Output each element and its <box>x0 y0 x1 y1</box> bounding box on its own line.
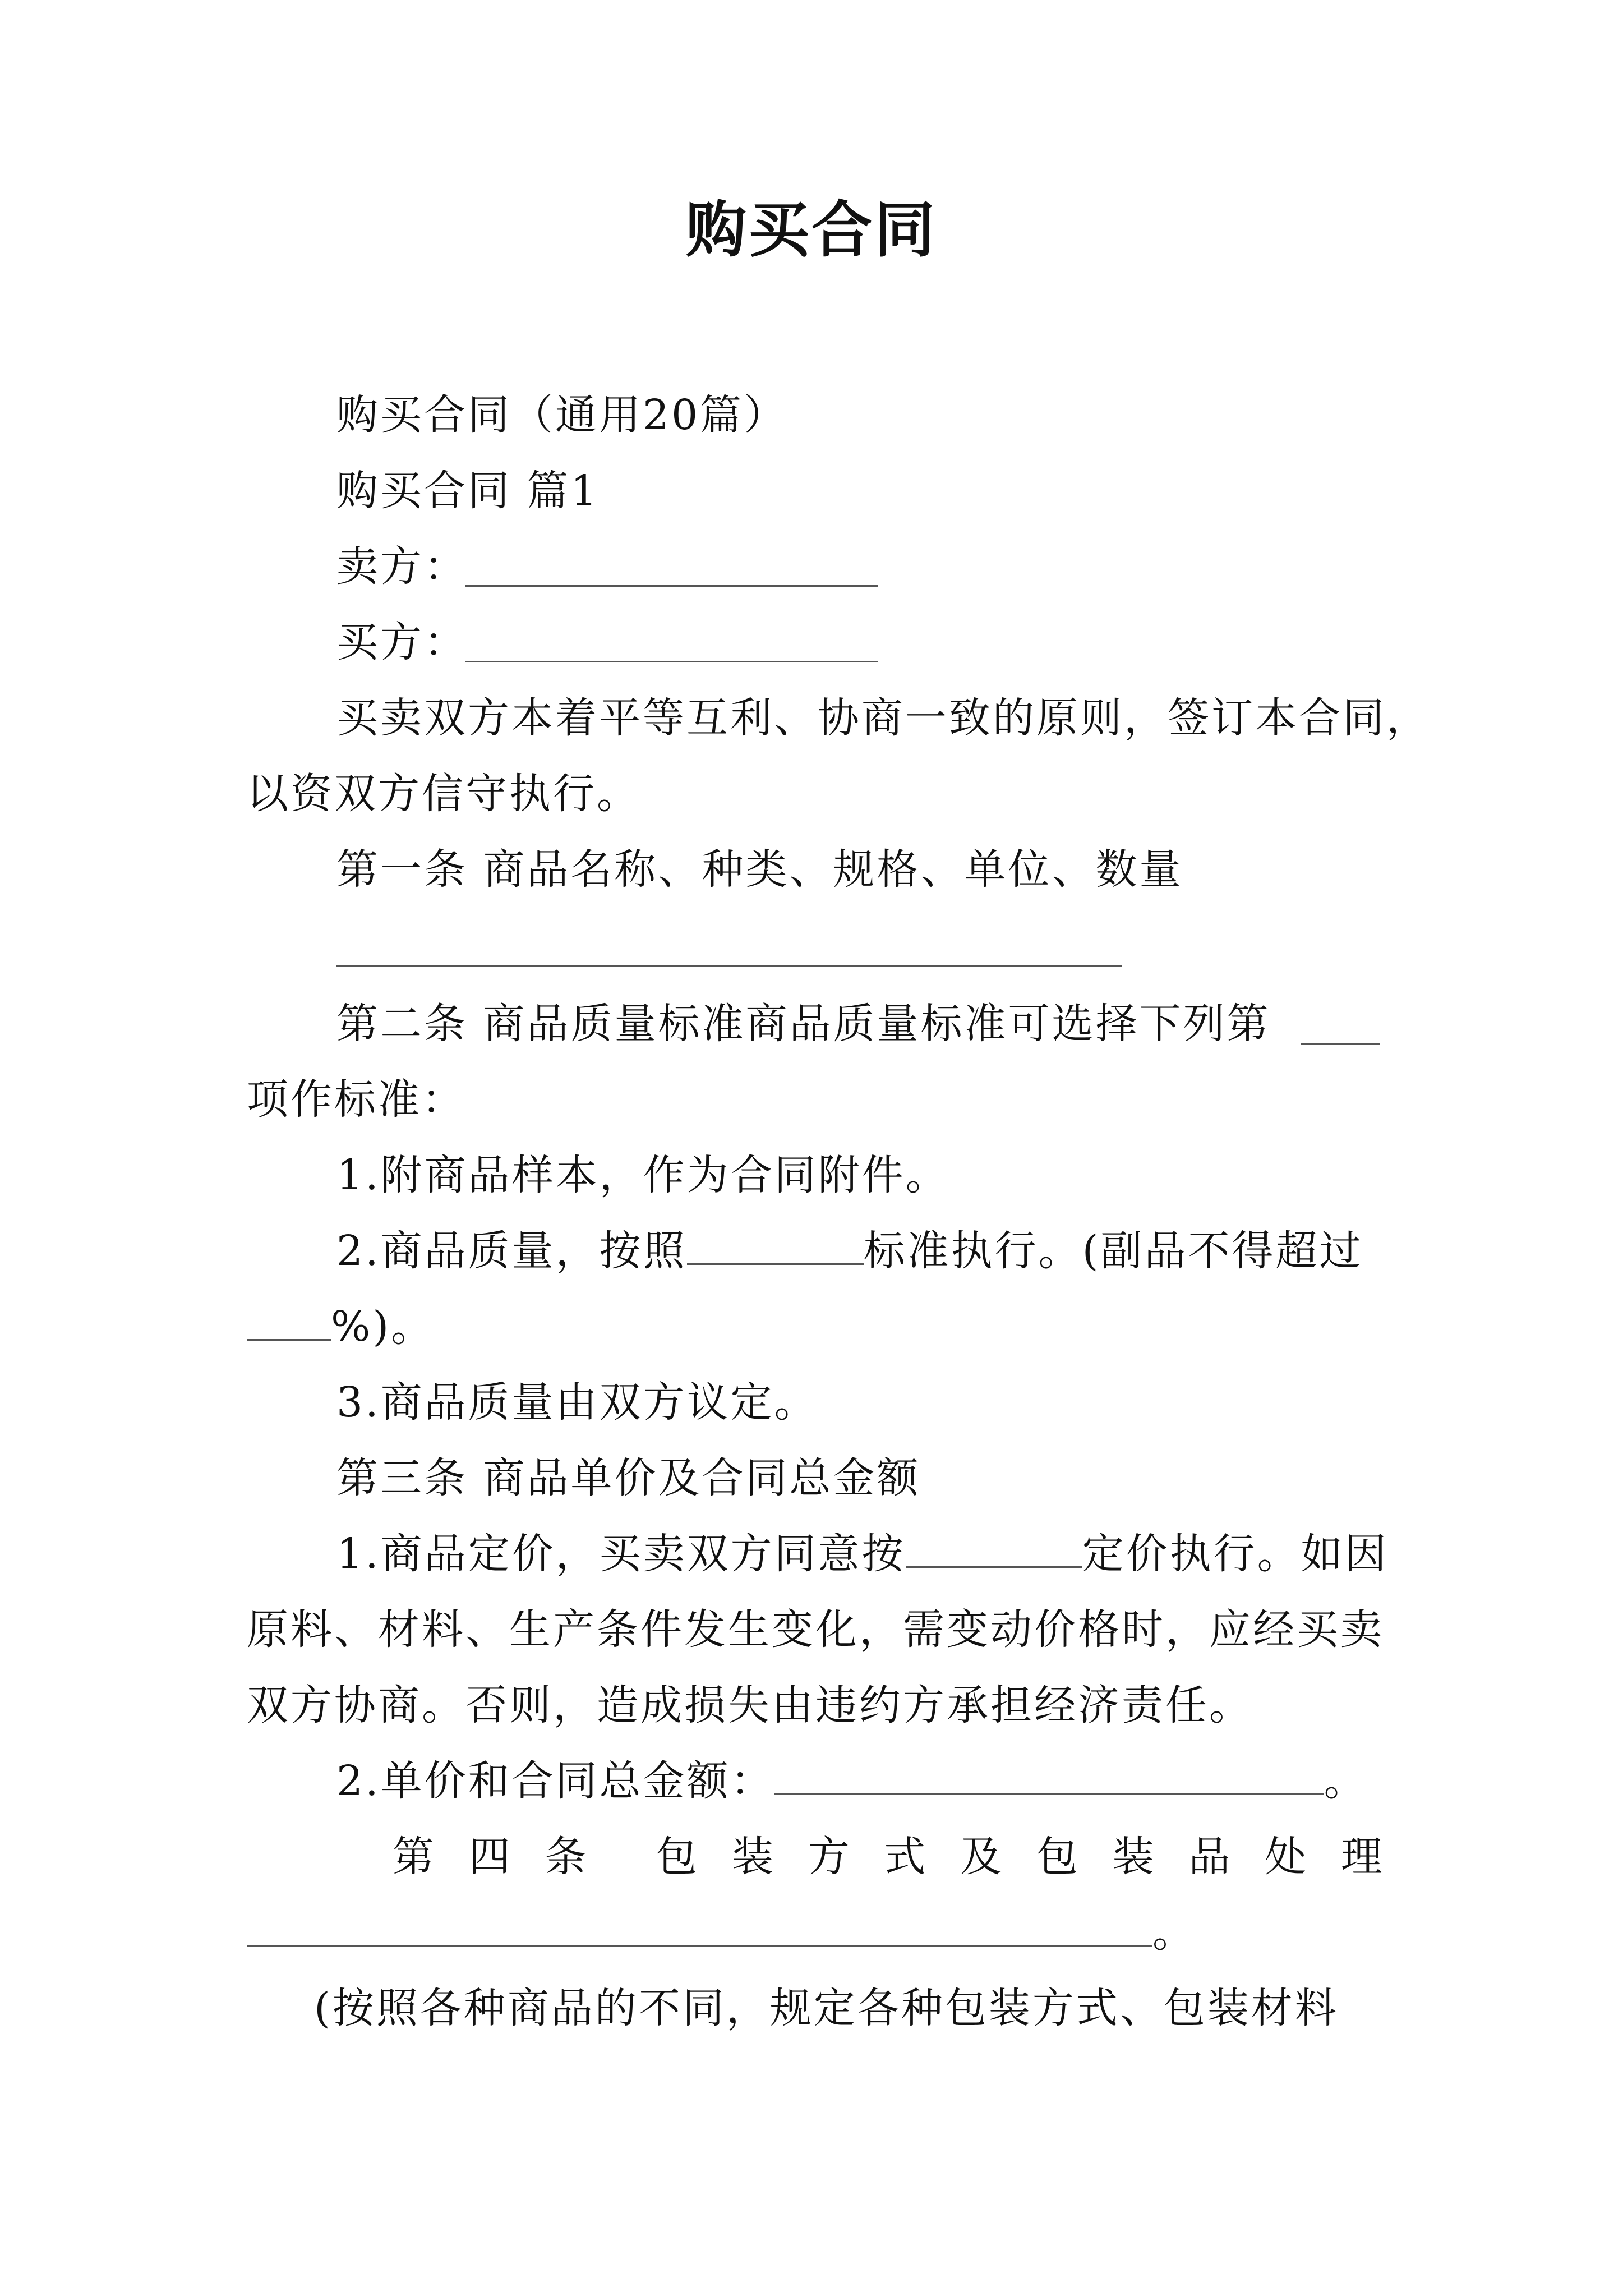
price-blank <box>906 1531 1082 1568</box>
buyer-line <box>336 614 468 670</box>
article-two-blank <box>1301 1043 1380 1045</box>
paragraph-line: 原料、材料、生产条件发生变化，需变动价格时，应经买卖 <box>247 1605 1384 1654</box>
list-item-text: 标准执行。(副品不得超过 <box>863 1227 1363 1275</box>
heading-char: 处 <box>1265 1833 1307 1881</box>
packaging-blank <box>247 1910 1152 1947</box>
list-item: 1.附商品样本，作为合同附件。 <box>336 1151 949 1199</box>
seller-blank <box>465 585 878 587</box>
heading-char: 装 <box>1112 1833 1154 1881</box>
list-item <box>336 1223 1363 1279</box>
heading-char: 条 <box>545 1833 587 1881</box>
article-three-heading: 第三条 商品单价及合同总金额 <box>336 1454 921 1502</box>
heading-char: 包 <box>1036 1833 1078 1881</box>
total-amount-blank <box>774 1759 1324 1795</box>
quality-blank <box>687 1228 864 1265</box>
heading-char: 包 <box>656 1833 698 1881</box>
heading-char: 四 <box>468 1833 510 1881</box>
paragraph-line: 以资双方信守执行。 <box>247 770 640 818</box>
list-item-text: 定价执行。如因 <box>1082 1530 1389 1578</box>
heading-char: 及 <box>960 1833 1002 1881</box>
list-item: 3.商品质量由双方议定。 <box>336 1378 818 1427</box>
list-item <box>336 1753 1368 1809</box>
list-item-text: 。 <box>1324 1757 1368 1805</box>
list-item-text: 1.商品定价，买卖双方同意按 <box>336 1530 906 1578</box>
paragraph-line: 项作标准： <box>247 1075 465 1124</box>
article-one-heading: 第一条 商品名称、种类、规格、单位、数量 <box>336 845 1183 894</box>
article-one-blank <box>336 965 1122 967</box>
document-title: 购买合同 <box>685 195 937 265</box>
seller-label: 卖方： <box>336 542 468 591</box>
section-heading: 购买合同 篇1 <box>336 467 600 515</box>
list-item <box>336 1526 1389 1582</box>
percent-blank <box>247 1304 331 1341</box>
heading-char: 第 <box>393 1833 434 1881</box>
seller-line <box>336 539 468 595</box>
packaging-end: 。 <box>1152 1908 1196 1957</box>
heading-char: 理 <box>1340 1833 1382 1881</box>
subtitle-line: 购买合同（通用20篇） <box>336 391 788 439</box>
article-two-heading <box>336 996 1271 1052</box>
percent-text: %)。 <box>331 1303 435 1351</box>
heading-char: 品 <box>1188 1833 1230 1881</box>
article-four-heading <box>393 1829 1382 1885</box>
heading-char: 方 <box>808 1833 850 1881</box>
paragraph-line: 双方协商。否则，造成损失由违约方承担经济责任。 <box>247 1681 1253 1729</box>
article-two-text: 第二条 商品质量标准商品质量标准可选择下列第 <box>336 1000 1271 1048</box>
list-item-text: 2.商品质量，按照 <box>336 1227 687 1275</box>
heading-char: 式 <box>884 1833 926 1881</box>
heading-char: 装 <box>731 1833 773 1881</box>
list-item-text: 2.单价和合同总金额： <box>336 1757 774 1805</box>
paragraph-line: (按照各种商品的不同，规定各种包装方式、包装材料 <box>314 1984 1339 2032</box>
paragraph-line <box>247 1299 435 1355</box>
buyer-label: 买方： <box>336 618 468 666</box>
packaging-blank-line <box>247 1904 1196 1961</box>
buyer-blank <box>465 661 878 662</box>
paragraph-line: 买卖双方本着平等互利、协商一致的原则，签订本合同， <box>336 694 1430 742</box>
